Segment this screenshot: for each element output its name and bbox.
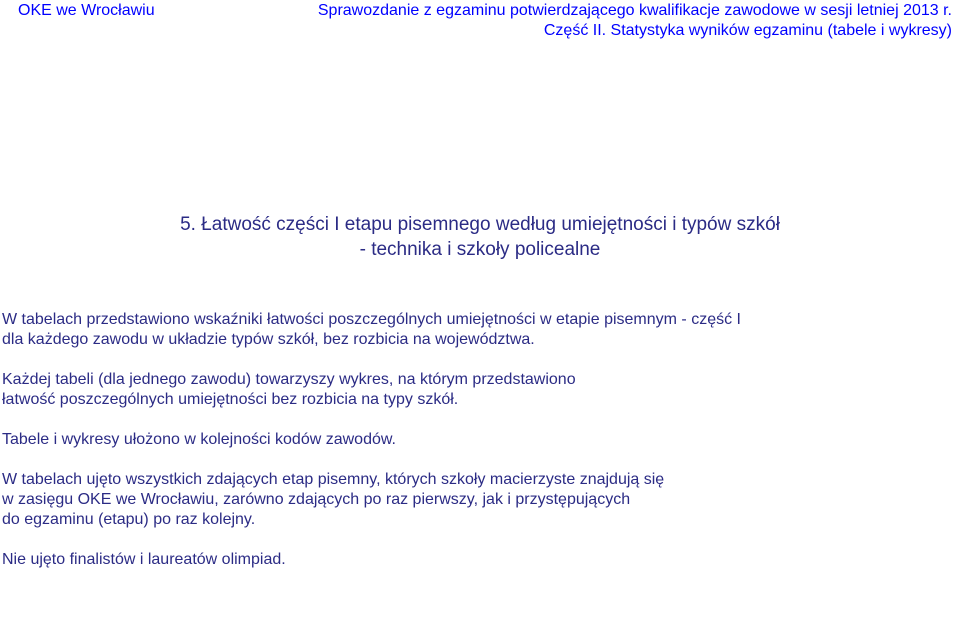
paragraph-5 — [2, 550, 952, 570]
paragraph-2-line1: Każdej tabeli (dla jednego zawodu) towarzyszy wykres, na którym przedstawiono — [2, 371, 576, 388]
header-report-title: Sprawozdanie z egzaminu potwierdzającego kwalifikacje zawodowe w sesji letniej 2013 r. — [317, 2, 952, 19]
paragraph-3-line1: Tabele i wykresy ułożono w kolejności kodów zawodów. — [2, 431, 396, 448]
header-left-title: OKE we Wrocławiu — [18, 2, 155, 19]
paragraph-2 — [2, 370, 952, 410]
paragraph-3 — [2, 430, 952, 450]
paragraph-2-line2: łatwość poszczególnych umiejętności bez rozbicia na typy szkół. — [2, 391, 459, 408]
header-section-title: Część II. Statystyka wyników egzaminu (tabele i wykresy) — [543, 22, 952, 39]
paragraph-4-line3: do egzaminu (etapu) po raz kolejny. — [2, 511, 256, 528]
paragraph-1-line2: dla każdego zawodu w układzie typów szkół, bez rozbicia na województwa. — [2, 331, 535, 348]
paragraph-4 — [2, 470, 952, 530]
section-heading-line1: 5. Łatwość części I etapu pisemnego według umiejętności i typów szkół — [180, 214, 780, 235]
section-heading — [0, 212, 960, 262]
section-heading-line2: - technika i szkoły policealne — [359, 239, 601, 260]
paragraph-1-line1: W tabelach przedstawiono wskaźniki łatwości poszczególnych umiejętności w etapie pisemnym - część I — [2, 311, 741, 328]
header-right — [318, 1, 952, 41]
paragraph-5-line1: Nie ujęto finalistów i laureatów olimpiad. — [2, 551, 286, 568]
paragraph-1 — [2, 310, 952, 350]
body-text — [2, 310, 952, 590]
paragraph-4-line2: w zasięgu OKE we Wrocławiu, zarówno zdających po raz pierwszy, jak i przystępujących — [2, 491, 631, 508]
paragraph-4-line1: W tabelach ujęto wszystkich zdających etap pisemny, których szkoły macierzyste znajdują się — [2, 471, 665, 488]
